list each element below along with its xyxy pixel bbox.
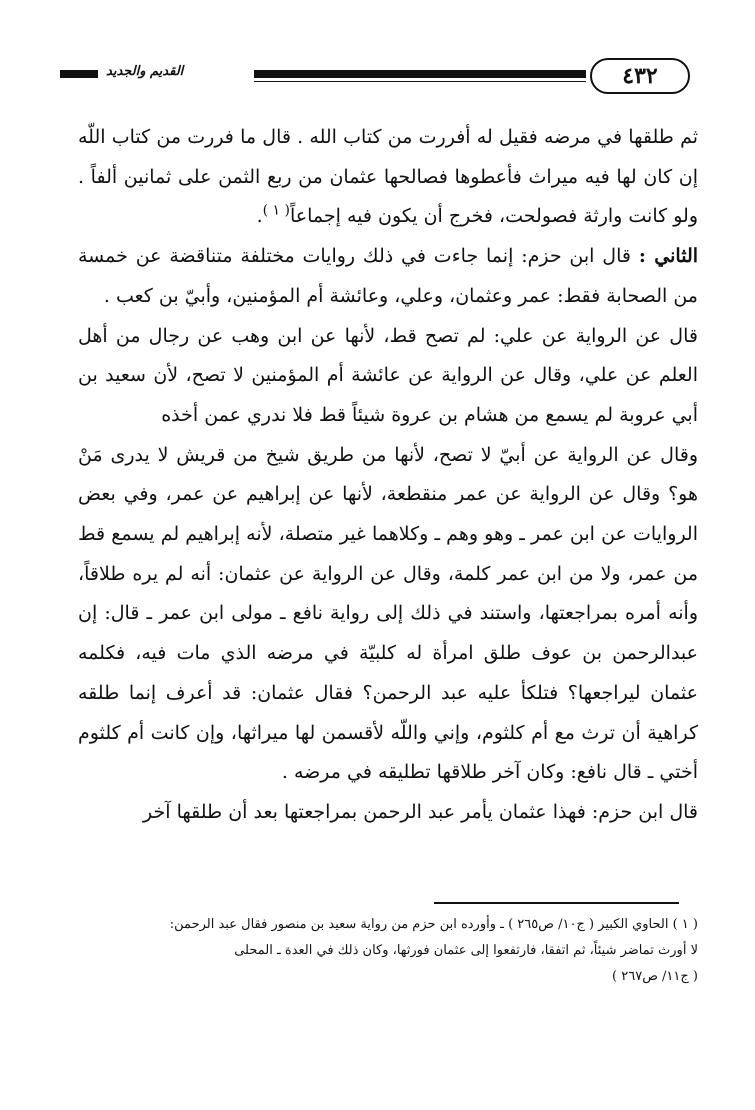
main-text: [78, 118, 698, 833]
footnote-line: ( ج١١/ ص٢٦٧ ): [612, 969, 698, 984]
paragraph-text: ثم طلقها في مرضه فقيل له أفررت من كتاب الله . قال ما فررت من كتاب اللّه إن كان لها فيه ميراث فأعطوها فصالحها عثمان من ربع الثمن على ثمانين ألفاً . ولو كانت وارثة فصولحت، فخرج أن يكون فيه إجماعاً: [78, 126, 698, 228]
paragraph: ثم طلقها في مرضه فقيل له أفررت من كتاب الله . قال ما فررت من كتاب اللّه إن كان لها فيه ميراث فأعطوها فصالحها عثمان من ربع الثمن على ثمانين ألفاً . ولو كانت وارثة فصولحت، فخرج أن يكون فيه إجماعاً$^{( ١ )}$.: [78, 126, 698, 228]
footnote-ref-mark: ( ١ ): [262, 203, 290, 220]
book-title: القديم والجديد: [106, 64, 184, 79]
header-rule: [254, 70, 586, 78]
footnote: [78, 912, 698, 990]
paragraph: قال ابن حزم: فهذا عثمان يأمر عبد الرحمن بمراجعتها بعد أن طلقها آخر: [143, 800, 698, 823]
paragraph: [78, 237, 698, 316]
paragraph-text: قال ابن حزم: إنما جاءت في ذلك روايات مختلفة متناقضة عن خمسة من الصحابة فقط: عمر وعثمان، وعلي، وعائشة أم المؤمنين، وأبيّ بن كعب .: [78, 245, 698, 307]
paragraph: وقال عن الرواية عن أبيّ لا تصح، لأنها من طريق شيخ من قريش لا يدرى مَنْ هو؟ وقال عن الرواية عن عمر منقطعة، لأنها عن إبراهيم عن عمر، وفي بعض الروايات عن ابن عمر ـ وهو وهم ـ وكلاهما غير متصلة، لأنه إبراهيم لم يسمع قط من عمر، ولا من ابن عمر كلمة، وقال عن الرواية عن عثمان: أنه لم يره طلاقاً، وأنه أمره بمراجعتها، واستند في ذلك إلى رواية نافع ـ مولى ابن عمر ـ قال: إن عبدالرحمن بن عوف طلق امرأة له كلبيّة في مرضه الذي مات فيه، فكلمه عثمان ليراجعها؟ فتلكأ عليه عبد الرحمن؟ فقال عثمان: قد أعرف إنما طلقه كراهية أن ترث مع أم كلثوم، وإني واللّه لأقسمن لها ميراثها، وإن كانت أم كلثوم أختي ـ قال نافع: وكان آخر طلاقها تطليقه في مرضه .: [78, 443, 698, 784]
footnote-line: ( ١ ) الحاوي الكبير ( ج١٠/ ص٢٦٥ ) ـ وأورده ابن حزم من رواية سعيد بن منصور فقال عبد الرحمن:: [169, 917, 698, 932]
page-header: [60, 58, 690, 98]
footnote-line: لا أورث تماضر شيئاً، ثم اتفقا، فارتفعوا إلى عثمان فورثها، وكان ذلك في العدة ـ المحلى: [234, 943, 698, 958]
page-number: ٤٣٢: [590, 58, 690, 94]
paragraph-lead: الثاني :: [638, 245, 699, 268]
footnote-rule: [434, 902, 679, 904]
header-rule-thin: [254, 81, 586, 82]
paragraph: قال عن الرواية عن علي: لم تصح قط، لأنها عن ابن وهب عن رجال من أهل العلم عن علي، وقال عن الرواية عن عائشة أم المؤمنين لا تصح، لأن سعيد بن أبي عروبة لم يسمع من هشام بن عروة شيئاً قط فلا ندري عمن أخذه: [78, 324, 698, 426]
header-rule-short: [60, 70, 98, 78]
